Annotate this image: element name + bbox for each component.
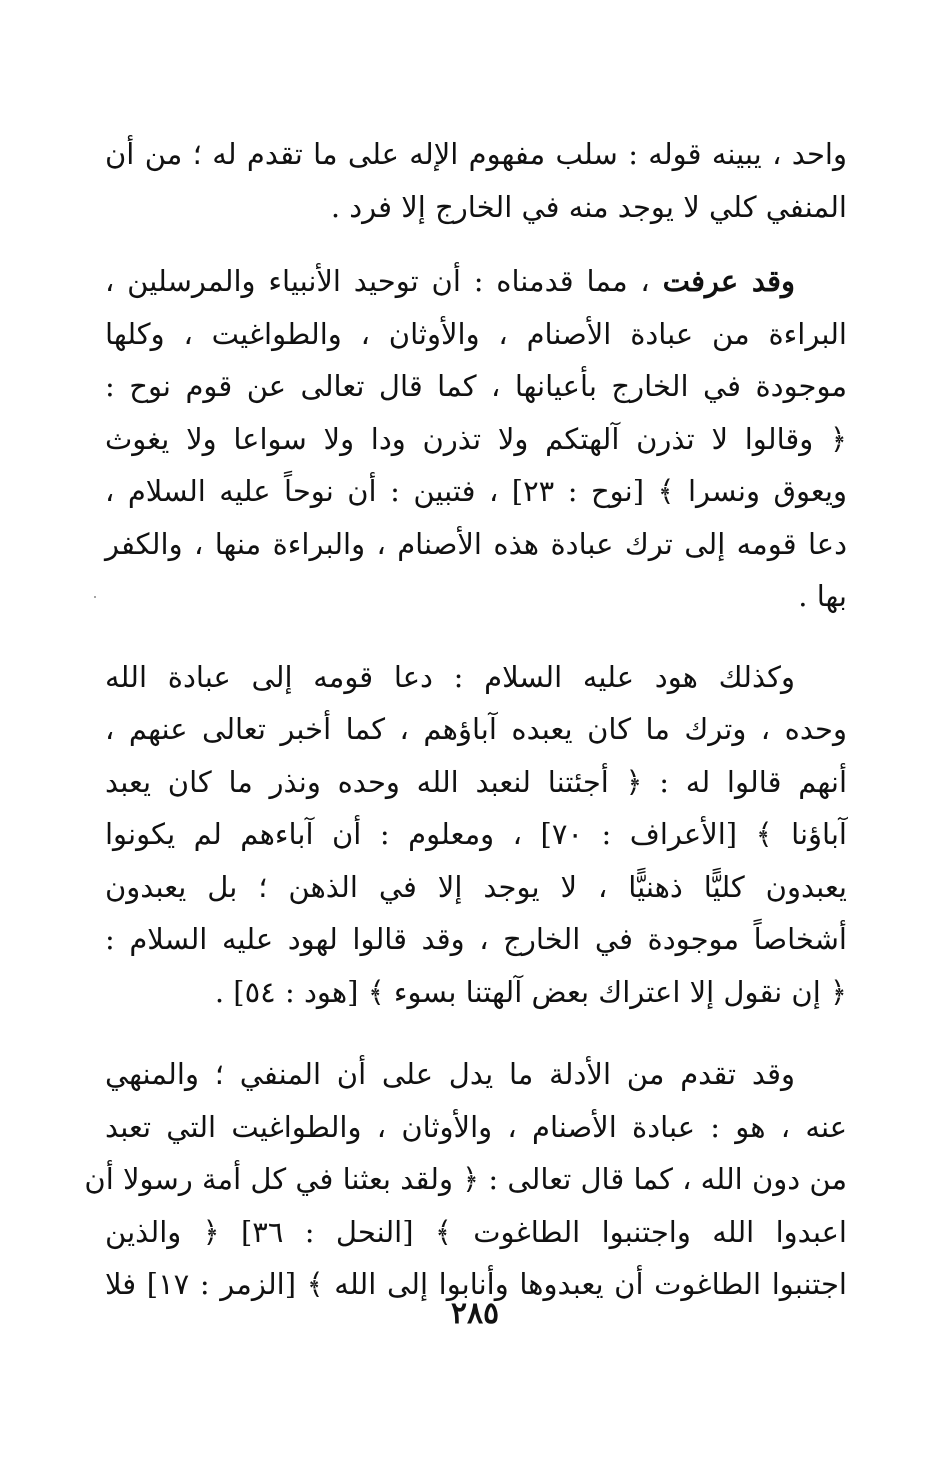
text-line: بها . [798,579,847,613]
text-line: من دون الله ، كما قال تعالى : ﴿ ولقد بعثنا في كل أمة رسولا أن [84,1162,847,1196]
text-line: ﴿ إن نقول إلا اعتراك بعض آلهتنا بسوء ﴾ [هود : ٥٤] . [214,974,847,1009]
text-line: دعا قومه إلى ترك عبادة هذه الأصنام ، والبراءة منها ، والكفر [105,526,847,561]
text-line: أنهم قالوا له : ﴿ أجئتنا لنعبد الله وحده ونذر ما كان يعبد [105,764,847,799]
paragraph-2 [105,255,847,623]
page-number: ٢٨٥ [450,1296,500,1331]
text-line: يعبدون كليًّا ذهنيًّا ، لا يوجد إلا في الذهن ؛ بل يعبدون [105,869,847,904]
paragraph-1 [105,128,847,233]
text-line: البراءة من عبادة الأصنام ، والأوثان ، والطواغيت ، وكلها [105,316,847,351]
text-line: اعبدوا الله واجتنبوا الطاغوت ﴾ [النحل : ٣٦] ﴿ والذين [105,1214,847,1249]
text-line: عنه ، هو : عبادة الأصنام ، والأوثان ، والطواغيت التي تعبد [105,1109,847,1144]
text-line: ويعوق ونسرا ﴾ [نوح : ٢٣] ، فتبين : أن نوحاً عليه السلام ، [105,474,847,508]
page-body [84,128,847,1311]
text-line [105,255,847,308]
text-line: وحده ، وترك ما كان يعبده آباؤهم ، كما أخبر تعالى عنهم ، [105,712,847,746]
text-line: ﴿ وقالوا لا تذرن آلهتكم ولا تذرن ودا ولا سواعا ولا يغوث [105,421,847,456]
line-rest: ، مما قدمناه : أن توحيد الأنبياء والمرسلين ، [105,264,650,298]
paragraph-4 [84,1048,847,1311]
text-line: وكذلك هود عليه السلام : دعا قومه إلى عبادة الله [105,659,795,694]
bold-lead-phrase: وقد عرفت [662,264,796,298]
text-line: أشخاصاً موجودة في الخارج ، وقد قالوا لهود عليه السلام : [105,922,847,956]
text-line: موجودة في الخارج بأعيانها ، كما قال تعالى عن قوم نوح : [105,369,847,403]
text-line: آباؤنا ﴾ [الأعراف : ٧٠] ، ومعلوم : أن آباءهم لم يكونوا [105,817,847,851]
text-line: اجتنبوا الطاغوت أن يعبدوها وأنابوا إلى الله ﴾ [الزمر : ١٧] فلا [105,1267,847,1301]
text-line: وقد تقدم من الأدلة ما يدل على أن المنفي ؛ والمنهي [105,1057,795,1091]
text-line: واحد ، يبينه قوله : سلب مفهوم الإله على ما تقدم له ؛ من أن [105,137,847,171]
scan-speck [94,596,96,598]
paragraph-3 [105,651,847,1019]
text-line: المنفي كلي لا يوجد منه في الخارج إلا فرد . [330,189,847,224]
